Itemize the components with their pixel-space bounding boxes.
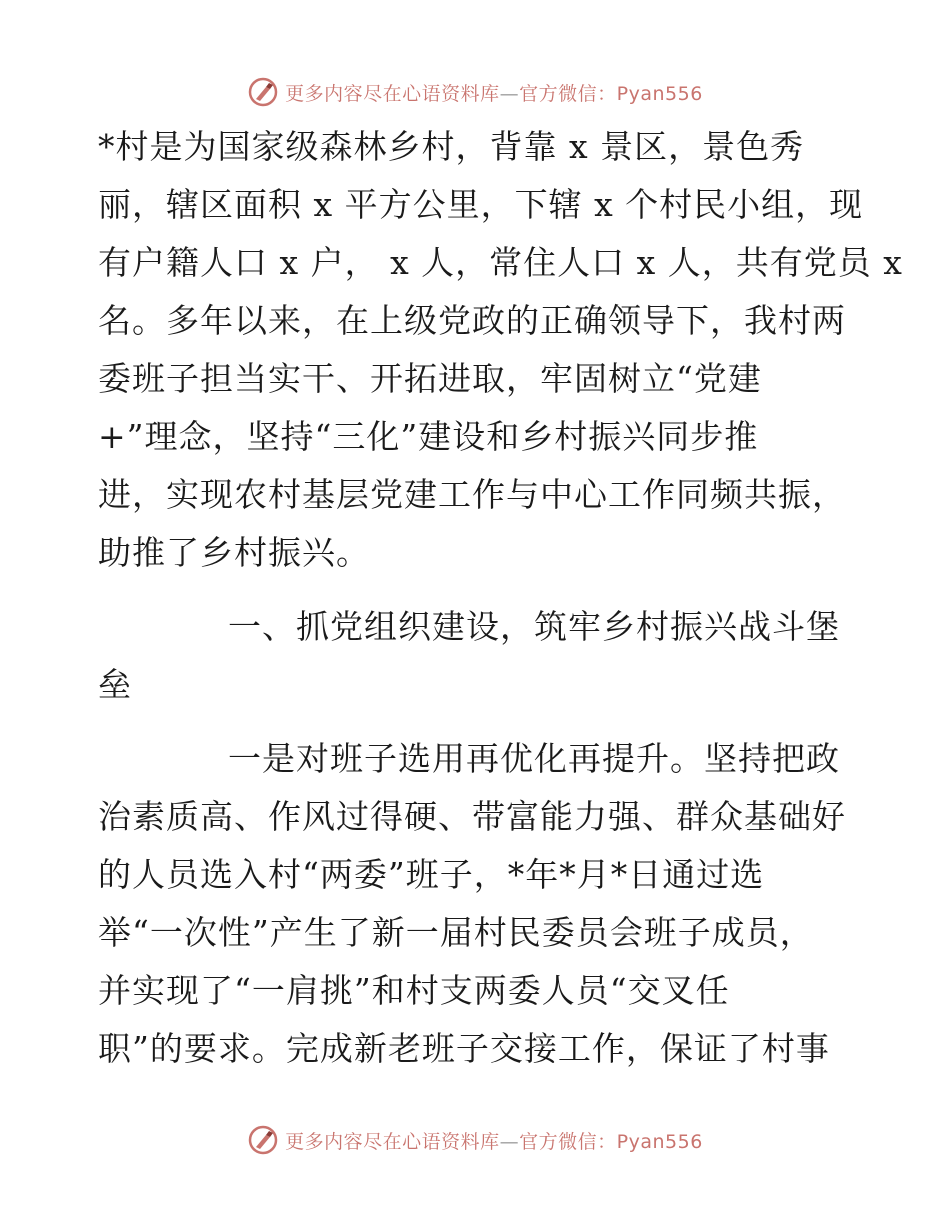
paragraph-team	[98, 730, 858, 1078]
pen-nib-logo-icon	[247, 76, 279, 108]
paragraph-intro	[98, 118, 903, 582]
text-line: 职”的要求。完成新老班子交接工作，保证了村事	[98, 1029, 830, 1068]
text-line: 进，实现农村基层党建工作与中心工作同频共振，	[98, 475, 846, 514]
watermark-text: 更多内容尽在心语资料库—官方微信：Pyan556	[285, 82, 703, 105]
text-line: 助推了乡村振兴。	[98, 533, 370, 572]
text-line: 丽，辖区面积 x 平方公里，下辖 x 个村民小组，现	[98, 185, 864, 224]
section-heading	[98, 598, 858, 714]
pen-nib-logo-icon	[247, 1124, 279, 1156]
text-line: 名。多年以来，在上级党政的正确领导下，我村两	[98, 301, 846, 340]
text-line: *村是为国家级森林乡村，背靠 x 景区，景色秀	[98, 127, 805, 166]
text-line: 举“一次性”产生了新一届村民委员会班子成员，	[98, 913, 814, 952]
heading-line: 一、抓党组织建设，筑牢乡村振兴战斗堡	[228, 607, 840, 646]
text-line: 并实现了“一肩挑”和村支两委人员“交叉任	[98, 971, 730, 1010]
text-line: +”理念，坚持“三化”建设和乡村振兴同步推	[98, 417, 759, 456]
text-line: 的人员选入村“两委”班子，*年*月*日通过选	[98, 855, 765, 894]
heading-line: 垒	[98, 665, 132, 704]
text-line: 有户籍人口 x 户， x 人，常住人口 x 人，共有党员 x	[98, 243, 903, 282]
text-line: 委班子担当实干、开拓进取，牢固树立“党建	[98, 359, 762, 398]
document-body	[98, 118, 903, 1078]
footer-watermark	[0, 1124, 950, 1156]
watermark-text: 更多内容尽在心语资料库—官方微信：Pyan556	[285, 1130, 703, 1153]
text-line: 一是对班子选用再优化再提升。坚持把政	[228, 739, 840, 778]
text-line: 治素质高、作风过得硬、带富能力强、群众基础好	[98, 797, 846, 836]
header-watermark	[0, 76, 950, 108]
